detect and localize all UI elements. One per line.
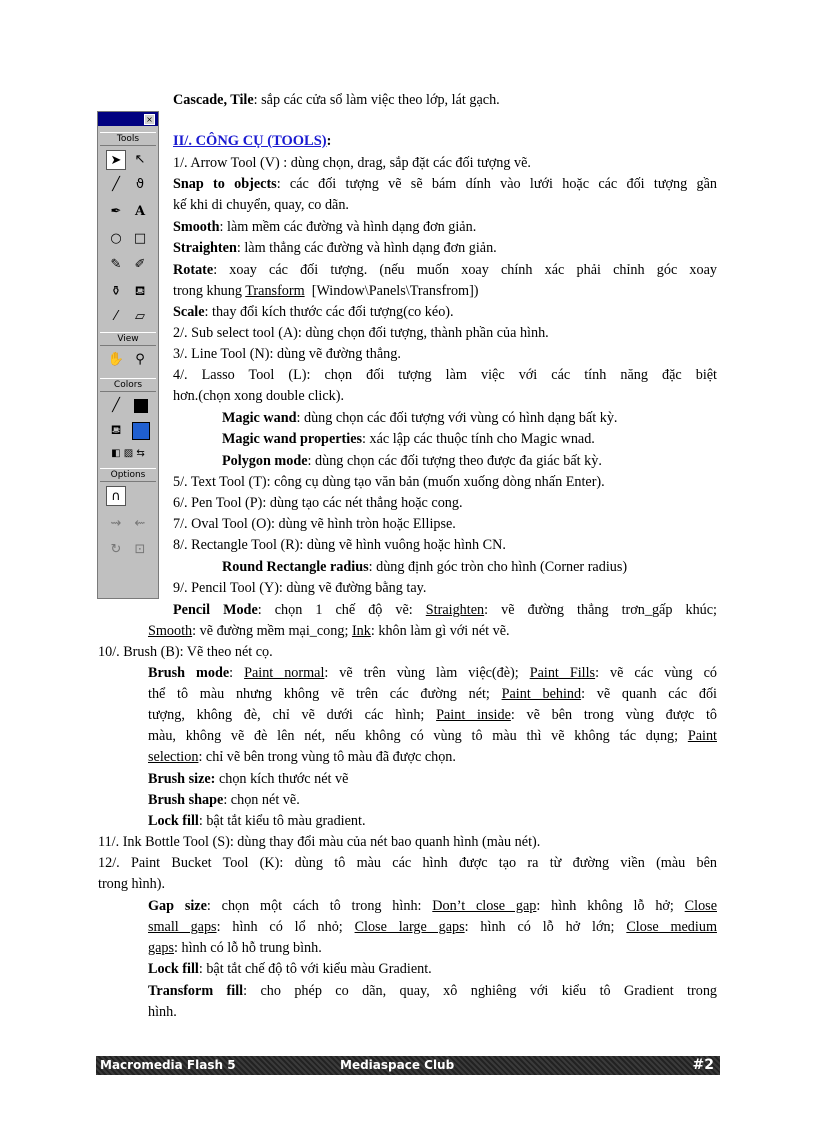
oval-icon: ○ [110,231,122,246]
text-line: 1/. Arrow Tool (V) : dùng chọn, drag, sắp đặt các đối tượng vẽ. [173,155,531,171]
text-line: Smooth: vẽ đường mềm mại_cong; Ink: khôn làm gì với nét vẽ. [148,623,510,639]
paint-bucket-icon: ⛾ [134,284,146,299]
swap-colors-icon: ◧ ▨ ⇆ [111,448,145,459]
tools-panel-image [97,111,159,599]
scale-icon: ⊡ [134,542,146,557]
snap-magnet-icon: ∩ [106,486,126,506]
straighten-icon: ⇜ [134,516,146,531]
page-footer [96,1056,720,1075]
brush-icon: ✐ [134,257,146,272]
line-icon: ╱ [112,177,120,192]
text-line: Straighten: làm thẳng các đường và hình dạng đơn giản. [173,240,497,256]
text-line: Magic wand: dùng chọn các đối tượng với vùng có hình dạng bất kỳ. [222,410,618,426]
text-line: Lock fill: bật tắt chế độ tô với kiểu màu Gradient. [148,961,432,977]
pencil-icon: ✎ [110,257,122,272]
stroke-icon: ╱ [112,398,120,413]
text-line: thể tô màu nhưng không vẽ trên các đường nét; Paint behind: vẽ quanh các đối [148,686,717,702]
text-line: Brush mode: Paint normal: vẽ trên vùng làm việc(đè); Paint Fills: vẽ các vùng có [148,665,717,681]
text-line: Polygon mode: dùng chọn các đối tượng theo được đa giác bất kỳ. [222,453,602,469]
smooth-icon: ⇝ [110,516,122,531]
footer-center: Mediaspace Club [340,1058,455,1072]
tools-panel-titlebar [98,112,158,126]
text-line: Pencil Mode: chọn 1 chế độ vẽ: Straighten: vẽ đường thẳng trơn_gấp khúc; [173,602,717,618]
text-line: gaps: hình có lỗ hỗ trung bình. [148,940,322,956]
text-line: màu, không vẽ đè lên nét, nếu không có vùng tô màu thì vẽ không tác dụng; Paint [148,728,717,744]
text-line: 8/. Rectangle Tool (R): dùng vẽ hình vuông hoặc hình CN. [173,537,506,553]
stroke-color-swatch [134,399,148,413]
eraser-icon: ▱ [135,309,145,324]
text-line: 5/. Text Tool (T): công cụ dùng tạo văn bản (muốn xuống dòng nhấn Enter). [173,474,605,490]
section-heading: II/. CÔNG CỤ (TOOLS): [173,133,332,149]
text-line: 7/. Oval Tool (O): dùng vẽ hình tròn hoặc Ellipse. [173,516,456,532]
text-line: tượng, không đè, chỉ vẽ dưới các hình; Paint inside: vẽ bên trong vùng được tô [148,707,717,723]
text-line: 6/. Pen Tool (P): dùng tạo các nét thẳng hoặc cong. [173,495,463,511]
pen-icon: ✒ [110,204,122,219]
footer-left: Macromedia Flash 5 [100,1058,236,1072]
text-line: Snap to objects: các đối tượng vẽ sẽ bám dính vào lưới hoặc các đối tượng gần [173,176,717,192]
view-section-label: View [100,332,156,346]
subselect-icon: ↖ [134,152,146,167]
text-line: Brush size: chọn kích thước nét vẽ [148,771,349,787]
zoom-icon: ⚲ [135,352,145,367]
text-line: Round Rectangle radius: dùng định góc tròn cho hình (Corner radius) [222,559,628,575]
text-line: 3/. Line Tool (N): dùng vẽ đường thẳng. [173,346,401,362]
ink-bottle-icon: ⚱ [110,284,122,299]
text-line: 4/. Lasso Tool (L): chọn đối tượng làm việc với các tính năng đặc biệt [173,367,717,383]
fill-color-swatch [132,422,150,440]
text-line: small gaps: hình có lổ nhỏ; Close large gaps: hình có lỗ hở lớn; Close medium [148,919,717,935]
colors-section-label: Colors [100,378,156,392]
text-line: Rotate: xoay các đối tượng. (nếu muốn xoay chính xác phải chỉnh góc xoay [173,262,717,278]
text-line: hơn.(chọn xong double click). [173,388,345,404]
text-line: trong hình). [98,876,165,892]
rotate-icon: ↻ [110,542,122,557]
hand-icon: ✋ [107,352,125,367]
text-line: hình. [148,1004,177,1020]
text-line: kế khi di chuyển, quay, co dãn. [173,197,349,213]
text-line: Lock fill: bật tắt kiểu tô màu gradient. [148,813,366,829]
text-line: 2/. Sub select tool (A): dùng chọn đối tượng, thành phần của hình. [173,325,549,341]
text-icon: A [134,204,146,219]
text-line: Magic wand properties: xác lập các thuộc tính cho Magic wnad. [222,431,595,447]
options-section-label: Options [100,468,156,482]
text-line: 10/. Brush (B): Vẽ theo nét cọ. [98,644,273,660]
text-line: Smooth: làm mềm các đường và hình dạng đơn giản. [173,219,477,235]
rectangle-icon: □ [133,231,147,246]
text-line: trong khung Transform [Window\Panels\Transfrom]) [173,283,479,299]
text-line: Gap size: chọn một cách tô trong hình: Don’t close gap: hình không lỗ hở; Close [148,898,717,914]
text-line: 9/. Pencil Tool (Y): dùng vẽ đường bằng tay. [173,580,427,596]
text-line: Brush shape: chọn nét vẽ. [148,792,300,808]
text-line: 12/. Paint Bucket Tool (K): dùng tô màu các hình được tạo ra từ đường viền (màu bên [98,855,717,871]
dropper-icon: ⁄ [114,309,118,324]
text-line: Transform fill: cho phép co dãn, quay, xô nghiêng với kiểu tô Gradient trong [148,983,718,999]
text-line: 11/. Ink Bottle Tool (S): dùng thay đổi màu của nét bao quanh hình (màu nét). [98,834,541,850]
arrow-icon: ➤ [106,150,126,170]
tools-section-label: Tools [100,132,156,146]
text-line: selection: chỉ vẽ bên trong vùng tô màu đã được chọn. [148,749,456,765]
text-line: Scale: thay đổi kích thước các đối tượng(co kéo). [173,304,454,320]
close-icon: × [144,114,155,125]
text-line: Cascade, Tile: sắp các cửa sổ làm việc theo lớp, lát gạch. [173,92,500,108]
lasso-icon: ϑ [135,177,145,192]
page-number: #2 [692,1057,714,1073]
fill-icon: ⛾ [110,423,122,438]
